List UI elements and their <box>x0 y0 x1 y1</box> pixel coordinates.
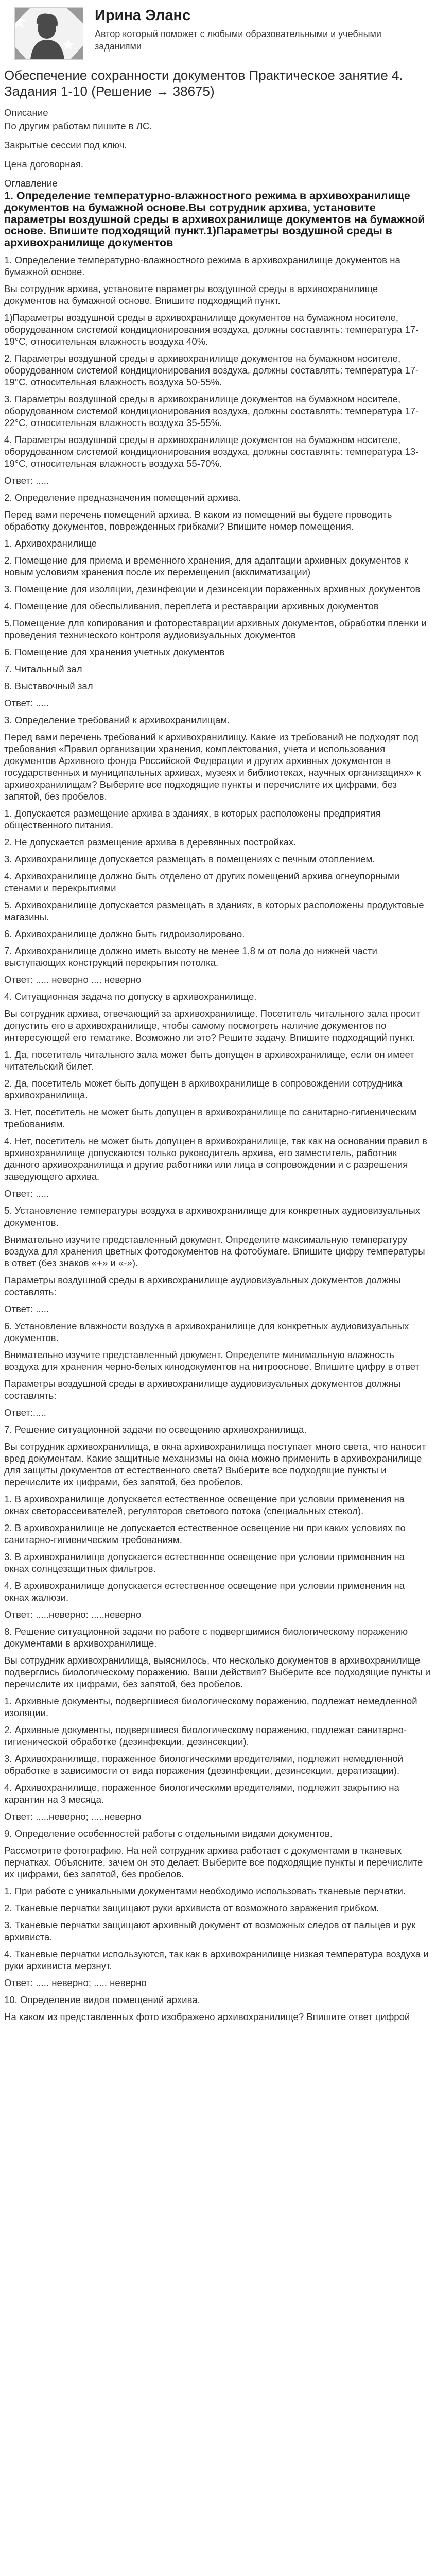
body-paragraph: 2. Параметры воздушной среды в архивохранилище документов на бумажном носителе, оборудованном системой кондиционирования воздуха, должны составлять: температура 17-19°С, относительная влажность воздуха 50-55%. <box>4 352 419 387</box>
body-paragraph: 2. Архивные документы, подвергшиеся биологическому поражению, подлежат санитарно-гигиенической обработке (дезинфекции, дезинсекции). <box>4 1724 407 1747</box>
body-paragraph: 4. В архивохранилище допускается естественное освещение при условии применения на окнах жалюзи. <box>4 1580 405 1603</box>
description-paragraph: Закрытые сессии под ключ. <box>4 140 127 150</box>
description-paragraph: Цена договорная. <box>4 159 83 170</box>
body-paragraph: 2. Помещение для приема и временного хранения, для адаптации архивных документов к новым условиям хранения после их перемещения (акклиматизации) <box>4 554 408 578</box>
body-paragraph: 1. Да, посетитель читального зала может быть допущен в архивохранилище, если он имеет читательский билет. <box>4 1048 414 1072</box>
body-paragraph: 7. Архивохранилище должно иметь высоту не менее 1,8 м от пола до нижней части выступающих конструкций перекрытия потолка. <box>4 945 377 968</box>
body-paragraph: Рассмотрите фотографию. На ней сотрудник архива работает с документами в тканевых перчатках. Объясните, зачем он это делает. Выберите все подходящие пункты и перечислите их цифрами, без запятой, без пробелов. <box>4 1844 423 1879</box>
body-paragraph: 4. Параметры воздушной среды в архивохранилище документов на бумажном носителе, оборудованном системой кондиционирования воздуха, должны составлять: температура 13-19°С, относительная влажность воздуха 55-70%. <box>4 434 419 469</box>
body-paragraph: 1. Определение температурно-влажностного режима в архивохранилище документов на бумажной основе. <box>4 254 400 277</box>
body-paragraph: Ответ: ..... <box>4 1303 49 1314</box>
author-avatar[interactable] <box>14 7 83 60</box>
body-paragraph: 3. Архивохранилище допускается размещать в помещениях с печным отоплением. <box>4 853 375 865</box>
author-name[interactable]: Ирина Эланс <box>95 7 191 24</box>
body-paragraph: 7. Читальный зал <box>4 663 82 674</box>
body-paragraph: 3. Архивохранилище, пораженное биологическими вредителями, подлежит немедленной обработке в зависимости от вида поражения (дезинфекции, дезинсекции, дератизации). <box>4 1753 404 1776</box>
body-paragraph: 8. Решение ситуационной задачи по работе с подвергшимися биологическому поражению документами в архивохранилище. <box>4 1625 408 1649</box>
body-paragraph: 1)Параметры воздушной среды в архивохранилище документов на бумажном носителе, оборудованном системой кондиционирования воздуха, должны составлять: температура 17-19°С, относительная влажность воздуха 40%. <box>4 312 419 347</box>
body-paragraph: 6. Помещение для хранения учетных документов <box>4 646 225 657</box>
body-paragraph: 6. Архивохранилище должно быть гидроизолировано. <box>4 928 245 939</box>
body-paragraph: 2. Да, посетитель может быть допущен в архивохранилище в сопровождении сотрудника архивохранилища. <box>4 1077 403 1100</box>
body-paragraph: 4. Помещение для обеспыливания, переплета и реставрации архивных документов <box>4 600 379 612</box>
body-paragraph: Вы сотрудник архивохранилища, в окна архивохранилища поступает много света, что наносит вред документам. Какие защитные механизмы на окна можно применить в архивохранилище для защиты документов от естественного света? Выберите все подходящие пункты и перечислите их цифрами, без запятой, без пробелов. <box>4 1440 426 1487</box>
body-paragraph: На каком из представленных фото изображено архивохранилище? Впишите ответ цифрой <box>4 2011 410 2022</box>
body-paragraph: Вы сотрудник архивохранилища, выяснилось, что несколько документов в архивохранилище подверглись биологическому поражению. Ваши действия? Выберите все подходящие пункты и перечислите их цифрами, без запятой, без пробелов. <box>4 1654 431 1689</box>
body-paragraph: 3. Определение требований к архивохранилищам. <box>4 714 230 725</box>
body-paragraph: 5.Помещение для копирования и фотореставрации архивных документов, обработки пленки и проведения технического контроля аудиовизуальных документов <box>4 617 427 640</box>
body-paragraph: 1. Допускается размещение архива в зданиях, в которых расположены предприятия общественного питания. <box>4 807 381 831</box>
body-paragraph: Параметры воздушной среды в архивохранилище аудиовизуальных документов должны составлять: <box>4 1274 401 1297</box>
body-paragraph: 2. В архивохранилище не допускается естественное освещение ни при каких условиях по санитарно-гигиеническим требованиям. <box>4 1522 406 1545</box>
body-paragraph: 3. В архивохранилище допускается естественное освещение при условии применения на окнах солнцезащитных фильтров. <box>4 1551 405 1574</box>
body-paragraph: 4. Нет, посетитель не может быть допущен в архивохранилище, так как на основании правил в архивохранилище допускаются только руководитель архива, его заместитель, работник данного архивохранилища и другие работники или лица в сопровождении и с разрешения заведующего архива. <box>4 1135 427 1182</box>
body-paragraph: Параметры воздушной среды в архивохранилище аудиовизуальных документов должны составлять: <box>4 1378 401 1401</box>
body-paragraph: 2. Определение предназначения помещений архива. <box>4 492 241 503</box>
body-paragraph: Ответ: ..... неверно .... неверно <box>4 974 142 985</box>
body-paragraph: 1. В архивохранилище допускается естественное освещение при условии применения на окнах светорассеивателей, регуляторов светового потока (специальных стекол). <box>4 1493 405 1516</box>
body-paragraph: Ответ: ..... неверно; ..... неверно <box>4 1977 147 1988</box>
body-paragraph: 3. Нет, посетитель не может быть допущен в архивохранилище по санитарно-гигиеническим требованиям. <box>4 1106 417 1129</box>
body-paragraph: 4. Архивохранилище должно быть отделено от других помещений архива огнеупорными стенами и перекрытиями <box>4 870 400 893</box>
body-paragraph: 2. Не допускается размещение архива в деревянных постройках. <box>4 836 297 848</box>
body-paragraph: 1. При работе с уникальными документами необходимо использовать тканевые перчатки. <box>4 1885 406 1896</box>
page-title: Обеспечение сохранности документов Практическое занятие 4. Задания 1-10 (Решение → 38675) <box>4 67 403 99</box>
body-paragraph: Ответ: ..... <box>4 1188 49 1199</box>
body-paragraph: 4. Ситуационная задача по допуску в архивохранилище. <box>4 991 257 1002</box>
body-paragraph: 5. Архивохранилище допускается размещать в зданиях, в которых расположены продуктовые магазины. <box>4 899 424 922</box>
body-paragraph: Перед вами перечень требований к архивохранилищу. Какие из требований не подходят под требования «Правил организации хранения, комплектования, учета и использования документов Архивного фонда Российской Федерации и других архивных документов в государственных и муниципальных архивах, музеях и библиотеках, научных организациях» к архивохранилищам? Выберите все подходящие пункты и перечислите их цифрами, без запятой, без пробелов. <box>4 731 421 802</box>
body-paragraph: 6. Установление влажности воздуха в архивохранилище для конкретных аудиовизуальных документов. <box>4 1320 409 1343</box>
body-paragraph: Внимательно изучите представленный документ. Определите минимальную влажность воздуха для хранения черно-белых кинодокументов на нитрооснове. Впишите цифру в ответ <box>4 1349 420 1372</box>
description-paragraph: По другим работам пишите в ЛС. <box>4 121 152 131</box>
body-paragraph: Ответ: ..... <box>4 697 49 708</box>
body-paragraph: Внимательно изучите представленный документ. Определите максимальную температуру воздуха для хранения цветных фотодокументов на фотобумаге. Впишите цифру температуры в ответ (без знаков «+» и «-»). <box>4 1233 425 1268</box>
author-description: Автор который поможет с любыми образовательными и учебными заданиями <box>95 29 381 52</box>
body-paragraph: Ответ: ..... <box>4 474 49 486</box>
body-paragraph: Ответ: .....неверно: .....неверно <box>4 1608 142 1620</box>
body-paragraph: 9. Определение особенностей работы с отдельными видами документов. <box>4 1827 333 1839</box>
body-paragraph: 1. Архивохранилище <box>4 537 97 549</box>
avatar-image <box>15 8 83 59</box>
description-heading: Описание <box>4 107 48 118</box>
body-paragraph: 7. Решение ситуационной задачи по освещению архивохранилища. <box>4 1423 307 1435</box>
body-paragraph: Вы сотрудник архива, отвечающий за архивохранилище. Посетитель читального зала просит допустить его в архивохранилище, чтобы самому посмотреть наличие документов по интересующей его тематике. Возможно ли это? Решите задачу. Впишите подходящий пункт. <box>4 1008 421 1043</box>
author-block <box>14 7 426 65</box>
body-paragraph: 4. Тканевые перчатки используются, так как в архивохранилище низкая температура воздуха и руки архивиста мерзнут. <box>4 1948 429 1971</box>
task-heading: 1. Определение температурно-влажностного режима в архивохранилище документов на бумажной основе.Вы сотрудник архива, установите параметры воздушной среды в архивохранилище документов на бумажной основе. Впишите подходящий пункт.1)Параметры воздушной среды в архивохранилище документов <box>4 190 425 249</box>
document-content <box>4 67 431 2028</box>
body-paragraphs <box>4 254 431 2023</box>
body-paragraph: 8. Выставочный зал <box>4 680 93 691</box>
body-paragraph: 3. Тканевые перчатки защищают архивный документ от возможных следов от пальцев и рук архивиста. <box>4 1919 416 1942</box>
body-paragraph: 1. Архивные документы, подвергшиеся биологическому поражению, подлежат немедленной изоляции. <box>4 1695 417 1718</box>
body-paragraph: 10. Определение видов помещений архива. <box>4 1994 200 2005</box>
body-paragraph: Ответ: .....неверно; .....неверно <box>4 1810 142 1822</box>
body-paragraph: 4. Архивохранилище, пораженное биологическими вредителями, подлежит закрытию на карантин на 3 месяца. <box>4 1782 399 1805</box>
body-paragraph: Перед вами перечень помещений архива. В каком из помещений вы будете проводить обработку документов, поврежденных грибками? Впишите номер помещения. <box>4 509 392 532</box>
body-paragraph: 5. Установление температуры воздуха в архивохранилище для конкретных аудиовизуальных документов. <box>4 1205 421 1228</box>
body-paragraph: 3. Параметры воздушной среды в архивохранилище документов на бумажном носителе, оборудованном системой кондиционирования воздуха, должны составлять: температура 17-22°С, относительная влажность воздуха 35-55%. <box>4 393 419 428</box>
toc-label: Оглавление <box>4 178 58 189</box>
body-paragraph: Ответ:..... <box>4 1406 46 1418</box>
body-paragraph: 3. Помещение для изоляции, дезинфекции и дезинсекции пораженных архивных документов <box>4 583 421 595</box>
body-paragraph: Вы сотрудник архива, установите параметры воздушной среды в архивохранилище документов на бумажной основе. Впишите подходящий пункт. <box>4 283 378 306</box>
body-paragraph: 2. Тканевые перчатки защищают руки архивиста от возможного заражения грибком. <box>4 1902 379 1913</box>
